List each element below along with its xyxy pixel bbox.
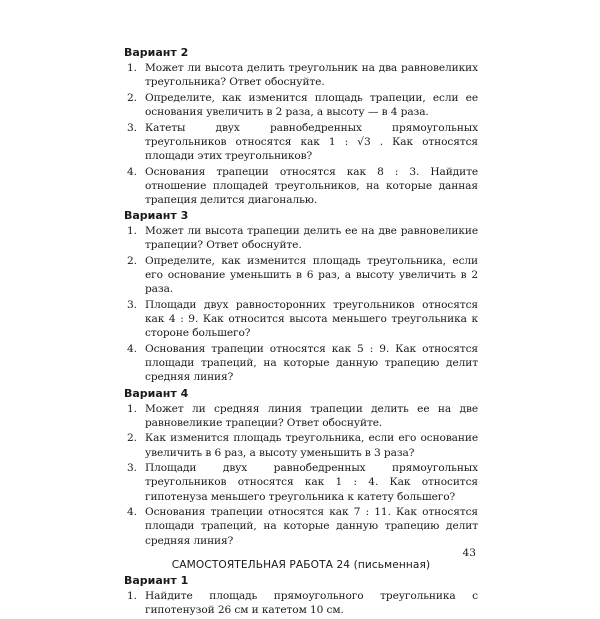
section-title: САМОСТОЯТЕЛЬНАЯ РАБОТА 24 (письменная) [171, 558, 431, 571]
task-item [124, 61, 478, 89]
task-item [124, 431, 478, 459]
task-text: Определите, как изменится площадь трапеции, если ее основания увеличить в 2 раза, а высоту — в 4 раза. [145, 91, 478, 118]
task-item [124, 402, 478, 430]
page-content [124, 44, 478, 619]
task-text: Катеты двух равнобедренных прямоугольных треугольников относятся как 1 : √3 . Как относятся площади этих треугольников? [145, 121, 478, 162]
task-item [124, 254, 478, 297]
task-number: 4. [127, 343, 137, 355]
task-item [124, 461, 478, 504]
task-item [124, 505, 478, 548]
task-item [124, 298, 478, 341]
task-item [124, 589, 478, 617]
variant-block [124, 387, 478, 548]
task-number: 3. [127, 299, 137, 311]
task-list [124, 224, 478, 384]
task-number: 2. [127, 432, 137, 445]
page-number: 43 [462, 547, 476, 559]
task-number: 3. [127, 121, 137, 134]
task-item [124, 224, 478, 252]
task-text: Найдите площадь прямоугольного треугольника с гипотенузой 26 см и катетом 10 см. [145, 589, 478, 617]
task-text: Определите, как изменится площадь треугольника, если его основание уменьшить в 6 раз, а высоту увеличить в 2 раза. [145, 255, 478, 296]
task-text: Может ли высота трапеции делить ее на две равновеликие трапеции? Ответ обоснуйте. [145, 225, 478, 252]
variant-title: Вариант 1 [124, 573, 189, 587]
task-item [124, 91, 478, 119]
task-number: 3. [127, 462, 137, 475]
variant-block [124, 209, 478, 384]
variant-block [124, 574, 478, 617]
task-text: Как изменится площадь треугольника, если его основание увеличить в 6 раз, а высоту уменьшить в 3 раза? [145, 432, 478, 459]
task-item [124, 121, 478, 164]
task-text: Основания трапеции относятся как 7 : 11. Как относятся площади трапеций, на которые данную трапецию делит средняя линия? [145, 506, 478, 547]
task-number: 1. [127, 62, 137, 74]
task-item [124, 342, 478, 385]
task-number: 1. [127, 225, 137, 238]
task-text: Площади двух равносторонних треугольников относятся как 4 : 9. Как относится высота меньшего треугольника к стороне большего? [145, 299, 478, 340]
task-list [124, 589, 478, 617]
task-text: Площади двух равнобедренных прямоугольных треугольников относятся как 1 : 4. Как относится гипотенуза меньшего треугольника к катету большего? [145, 462, 478, 503]
task-number: 1. [127, 589, 137, 602]
task-number: 2. [127, 255, 137, 267]
task-list [124, 402, 478, 548]
task-text: Основания трапеции относятся как 8 : 3. Найдите отношение площадей треугольников, на которые данная трапеция делится диагональю. [145, 165, 478, 206]
task-item [124, 165, 478, 208]
task-list [124, 61, 478, 207]
task-number: 4. [127, 506, 137, 519]
variant-title: Вариант 4 [124, 386, 189, 400]
task-number: 4. [127, 165, 137, 178]
task-number: 1. [127, 402, 137, 415]
task-text: Может ли высота делить треугольник на два равновеликих треугольника? Ответ обоснуйте. [145, 62, 478, 89]
variant-block [124, 46, 478, 207]
variant-title: Вариант 2 [124, 46, 189, 59]
variant-title: Вариант 3 [124, 209, 189, 223]
task-text: Основания трапеции относятся как 5 : 9. Как относятся площади трапеций, на которые данную трапецию делит средняя линия? [145, 343, 478, 384]
task-number: 2. [127, 91, 137, 104]
task-text: Может ли средняя линия трапеции делить ее на две равновеликие трапеции? Ответ обоснуйте. [145, 402, 478, 429]
